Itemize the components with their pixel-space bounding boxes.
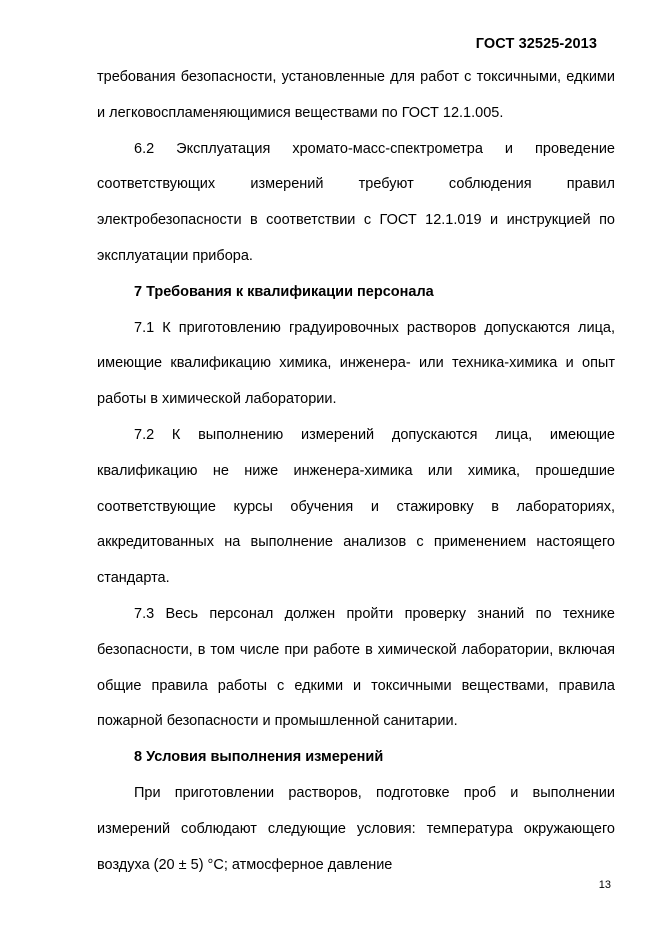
paragraph-8: При приготовлении растворов, подготовке проб и выполнении измерений соблюдают следующие условия: температура окружающего воздуха (20 ± 5) °С; атмосферное давление — [97, 784, 615, 873]
paragraph-continuation: требования безопасности, установленные для работ с токсичными, едкими и легковоспламеняющимися веществами по ГОСТ 12.1.005. — [97, 69, 615, 121]
document-code-header: ГОСТ 32525-2013 — [475, 36, 597, 52]
paragraph-6-2: 6.2 Эксплуатация хромато-масс-спектрометра и проведение соответствующих измерений требуют соблюдения правил электробезопасности в соответствии с ГОСТ 12.1.019 и инструкцией по эксплуатации прибора. — [97, 140, 615, 264]
page-body — [97, 60, 615, 883]
section-7-heading: 7 Требования к квалификации персонала — [134, 283, 434, 300]
paragraph-7-3: 7.3 Весь персонал должен пройти проверку знаний по технике безопасности, в том числе при работе в химической лаборатории, включая общие правила работы с едкими и токсичными веществами, правила пожарной безопасности и промышленной санитарии. — [97, 605, 615, 730]
section-8-heading: 8 Условия выполнения измерений — [134, 749, 384, 766]
paragraph-7-2: 7.2 К выполнению измерений допускаются лица, имеющие квалификацию не ниже инженера-химика или химика, прошедшие соответствующие курсы обучения и стажировку в лабораториях, аккредитованных на выполнение анализов с применением настоящего стандарта. — [97, 426, 615, 587]
paragraph-7-1: 7.1 К приготовлению градуировочных растворов допускаются лица, имеющие квалификацию химика, инженера- или техника-химика и опыт работы в химической лаборатории. — [97, 319, 615, 408]
page-number: 13 — [598, 879, 611, 891]
